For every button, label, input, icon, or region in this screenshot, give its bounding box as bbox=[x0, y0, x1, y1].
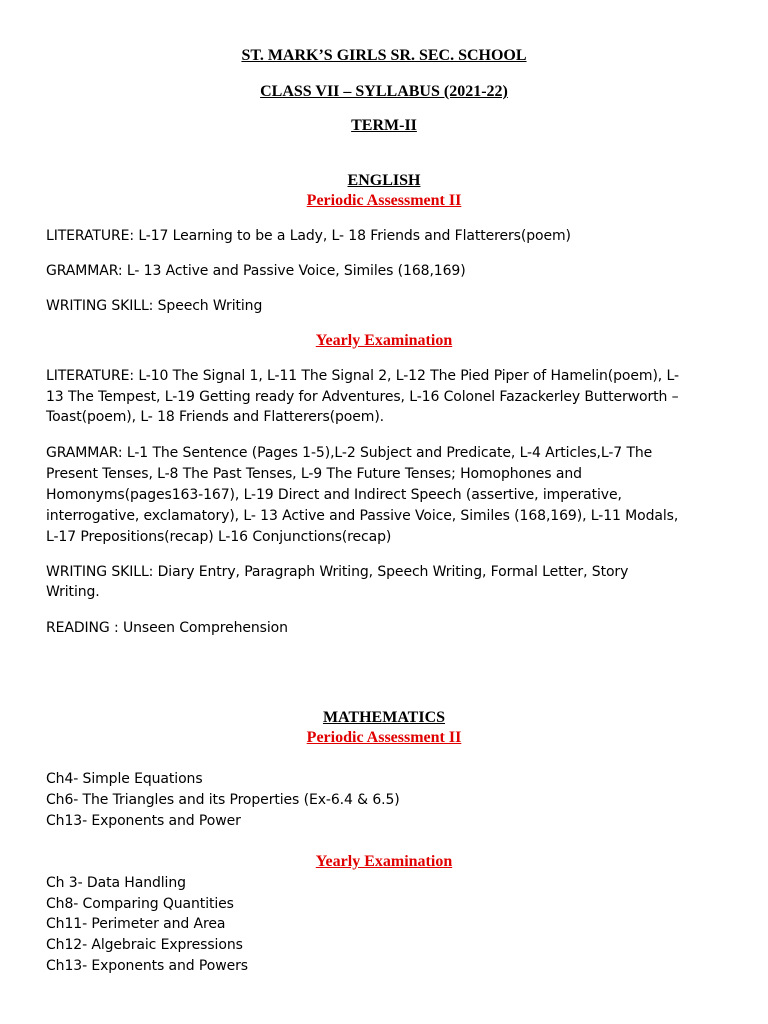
list-item: Ch13- Exponents and Powers bbox=[46, 958, 248, 974]
text-line: WRITING SKILL: Diary Entry, Paragraph Writing, Speech Writing, Formal Letter, Story bbox=[46, 564, 629, 580]
list-item: Ch12- Algebraic Expressions bbox=[46, 937, 243, 953]
list-item: Ch4- Simple Equations bbox=[46, 771, 203, 787]
mathematics-pa-heading: Periodic Assessment II bbox=[306, 729, 462, 746]
text-line: Writing. bbox=[46, 584, 100, 600]
term-title: TERM-II bbox=[351, 117, 417, 134]
text-line: 13 The Tempest, L-19 Getting ready for Adventures, L-16 Colonel Fazackerley Butterworth – bbox=[46, 388, 679, 405]
list-item: Ch11- Perimeter and Area bbox=[46, 916, 226, 932]
english-pa-heading: Periodic Assessment II bbox=[306, 192, 462, 209]
class-title: CLASS VII – SYLLABUS (2021-22) bbox=[260, 83, 508, 100]
list-item: Ch8- Comparing Quantities bbox=[46, 896, 234, 912]
text-line: Toast(poem), L- 18 Friends and Flatterers(poem). bbox=[46, 409, 385, 425]
english-ye-heading: Yearly Examination bbox=[315, 332, 453, 349]
text-line: GRAMMAR: L-1 The Sentence (Pages 1-5),L-2 Subject and Predicate, L-4 Articles,L-7 The bbox=[46, 445, 653, 461]
text-line: Homonyms(pages163-167), L-19 Direct and Indirect Speech (assertive, imperative, bbox=[46, 487, 622, 503]
english-pa-grammar: GRAMMAR: L- 13 Active and Passive Voice, Similes (168,169) bbox=[46, 263, 466, 279]
english-pa-literature: LITERATURE: L-17 Learning to be a Lady, L- 18 Friends and Flatterers(poem) bbox=[46, 228, 571, 244]
list-item: Ch6- The Triangles and its Properties (Ex-6.4 & 6.5) bbox=[46, 792, 400, 808]
mathematics-ye-heading: Yearly Examination bbox=[315, 853, 453, 870]
list-item: Ch 3- Data Handling bbox=[46, 875, 186, 891]
english-ye-reading: READING : Unseen Comprehension bbox=[46, 620, 288, 636]
text-line: interrogative, exclamatory), L- 13 Active and Passive Voice, Similes (168,169), L-11 Modals, bbox=[46, 508, 679, 524]
text-line: LITERATURE: L-10 The Signal 1, L-11 The Signal 2, L-12 The Pied Piper of Hamelin(poem), L- bbox=[46, 368, 679, 384]
school-name: ST. MARK’S GIRLS SR. SEC. SCHOOL bbox=[241, 47, 527, 64]
list-item: Ch13- Exponents and Power bbox=[46, 813, 241, 829]
english-pa-writing: WRITING SKILL: Speech Writing bbox=[46, 298, 263, 314]
mathematics-heading: MATHEMATICS bbox=[322, 709, 446, 726]
english-heading: ENGLISH bbox=[347, 172, 421, 189]
text-line: L-17 Prepositions(recap) L-16 Conjunctions(recap) bbox=[46, 529, 392, 545]
text-line: Present Tenses, L-8 The Past Tenses, L-9 The Future Tenses; Homophones and bbox=[46, 466, 582, 482]
